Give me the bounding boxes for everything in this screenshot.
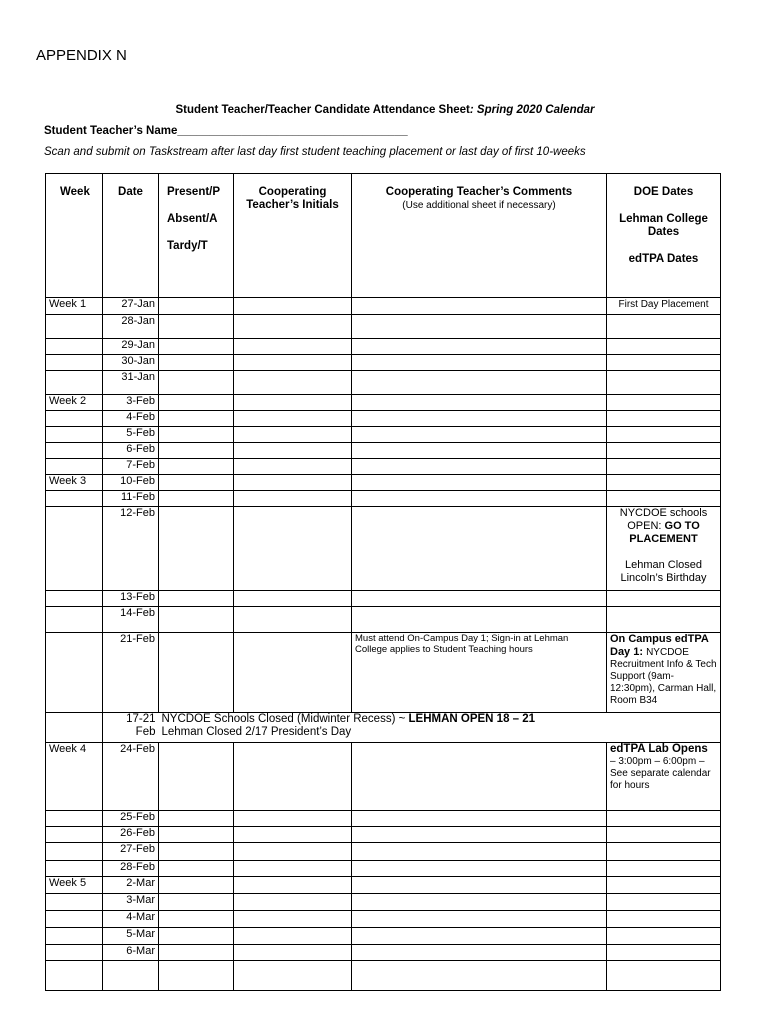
comments-cell[interactable] [352, 411, 607, 427]
week-cell [46, 443, 103, 459]
initials-cell[interactable] [234, 811, 352, 827]
table-row [46, 827, 721, 843]
week-cell [46, 339, 103, 355]
week-cell [46, 607, 103, 633]
date-cell: 5-Mar [103, 928, 159, 945]
table-row [46, 355, 721, 371]
initials-cell[interactable] [234, 591, 352, 607]
comments-cell[interactable] [352, 339, 607, 355]
doe-cell [607, 475, 721, 491]
date-cell: 5-Feb [103, 427, 159, 443]
week-cell [46, 894, 103, 911]
date-cell: 13-Feb [103, 591, 159, 607]
doe-cell [607, 633, 721, 713]
comments-cell[interactable] [352, 928, 607, 945]
comments-cell[interactable] [352, 894, 607, 911]
attendance-cell[interactable] [159, 315, 234, 339]
date-cell: 14-Feb [103, 607, 159, 633]
initials-cell[interactable] [234, 427, 352, 443]
week-cell [46, 591, 103, 607]
attendance-cell[interactable] [159, 633, 234, 713]
table-row [46, 743, 721, 811]
doe-cell [607, 928, 721, 945]
table-row [46, 475, 721, 491]
name-label: Student Teacher’s Name [44, 125, 178, 137]
attendance-cell[interactable] [159, 961, 234, 991]
comments-cell[interactable] [352, 395, 607, 411]
doe-cell [607, 339, 721, 355]
attendance-cell[interactable] [159, 427, 234, 443]
week-cell [46, 945, 103, 961]
initials-cell[interactable] [234, 355, 352, 371]
attendance-cell[interactable] [159, 475, 234, 491]
doe-note: NYCDOE Recruitment Info & Tech Support (9am-12:30pm), Carman Hall, Room B34 [610, 647, 717, 706]
table-row [46, 507, 721, 591]
date-cell: 31-Jan [103, 371, 159, 395]
date-cell: 26-Feb [103, 827, 159, 843]
comments-cell[interactable] [352, 945, 607, 961]
date-cell: 25-Feb [103, 811, 159, 827]
table-row [46, 713, 721, 743]
comments-cell[interactable] [352, 877, 607, 894]
initials-cell[interactable] [234, 395, 352, 411]
week-cell [46, 961, 103, 991]
recess-text-2: Lehman Closed 2/17 President’s Day [161, 726, 352, 738]
col-absent-a: Absent/A [167, 213, 218, 225]
date-cell: 27-Jan [103, 298, 159, 315]
week-cell [46, 633, 103, 713]
doe-cell [607, 507, 721, 591]
doe-cell [607, 607, 721, 633]
initials-cell[interactable] [234, 928, 352, 945]
attendance-cell[interactable] [159, 591, 234, 607]
table-row [46, 395, 721, 411]
initials-cell[interactable] [234, 945, 352, 961]
initials-cell[interactable] [234, 843, 352, 861]
table-row [46, 371, 721, 395]
table-row [46, 843, 721, 861]
attendance-cell[interactable] [159, 843, 234, 861]
initials-cell[interactable] [234, 911, 352, 928]
date-cell: 2-Mar [103, 877, 159, 894]
col-present-p: Present/P [167, 186, 221, 198]
attendance-cell[interactable] [159, 827, 234, 843]
doe-cell [607, 427, 721, 443]
attendance-cell[interactable] [159, 491, 234, 507]
table-row [46, 591, 721, 607]
appendix-label: APPENDIX N [36, 47, 127, 64]
initials-cell[interactable] [234, 961, 352, 991]
col-date: Date [103, 174, 159, 298]
date-cell: 4-Mar [103, 911, 159, 928]
doe-cell [607, 961, 721, 991]
col-week: Week [46, 174, 103, 298]
attendance-cell[interactable] [159, 507, 234, 591]
comments-cell[interactable] [352, 443, 607, 459]
comments-cell[interactable] [352, 371, 607, 395]
sheet-title [0, 104, 770, 116]
doe-cell [607, 411, 721, 427]
table-row [46, 607, 721, 633]
table-row [46, 427, 721, 443]
doe-cell [607, 877, 721, 894]
attendance-cell[interactable] [159, 945, 234, 961]
attendance-cell[interactable] [159, 298, 234, 315]
comments-cell[interactable] [352, 355, 607, 371]
doe-note: – 3:00pm – 6:00pm – See separate calendar for hours [610, 756, 711, 791]
doe-cell [607, 861, 721, 877]
table-row [46, 911, 721, 928]
col-doe [607, 174, 721, 298]
comments-cell[interactable] [352, 475, 607, 491]
week-cell: Week 5 [46, 877, 103, 894]
week-cell [46, 928, 103, 945]
attendance-table [45, 173, 721, 991]
date-cell: 27-Feb [103, 843, 159, 861]
initials-cell[interactable] [234, 861, 352, 877]
col-comments [352, 174, 607, 298]
doe-cell [607, 591, 721, 607]
initials-cell[interactable] [234, 894, 352, 911]
date-cell: 10-Feb [103, 475, 159, 491]
initials-cell[interactable] [234, 491, 352, 507]
student-name-field[interactable] [44, 125, 408, 137]
attendance-cell[interactable] [159, 911, 234, 928]
table-header-row [46, 174, 721, 298]
comments-cell[interactable] [352, 843, 607, 861]
comments-cell[interactable] [352, 743, 607, 811]
title-main: Student Teacher/Teacher Candidate Attendance Sheet [175, 104, 470, 116]
week-cell [46, 315, 103, 339]
comments-cell[interactable] [352, 827, 607, 843]
week-cell [46, 491, 103, 507]
week-cell [46, 355, 103, 371]
table-row [46, 411, 721, 427]
date-cell: 29-Jan [103, 339, 159, 355]
initials-cell[interactable] [234, 315, 352, 339]
col-doe-1: DOE Dates [633, 186, 694, 198]
doe-note-bold: On Campus edTPA Day 1: [610, 633, 709, 658]
title-italic: : Spring 2020 Calendar [469, 104, 595, 116]
name-line: ____________________________________ [177, 125, 408, 137]
comments-cell[interactable] [352, 607, 607, 633]
col-doe-2: Lehman College Dates [619, 213, 708, 238]
doe-note-bold: GO TO PLACEMENT [629, 520, 700, 545]
initials-cell[interactable] [234, 633, 352, 713]
col-tardy-t: Tardy/T [167, 240, 208, 252]
week-cell [46, 713, 103, 743]
date-cell: 7-Feb [103, 459, 159, 475]
week-cell [46, 459, 103, 475]
week-cell: Week 1 [46, 298, 103, 315]
col-present [159, 174, 234, 298]
table-row [46, 928, 721, 945]
doe-cell: First Day Placement [607, 298, 721, 315]
initials-cell[interactable] [234, 475, 352, 491]
recess-text-bold: LEHMAN OPEN 18 – 21 [408, 713, 536, 725]
initials-cell[interactable] [234, 339, 352, 355]
table-row [46, 877, 721, 894]
date-cell: 11-Feb [103, 491, 159, 507]
attendance-cell[interactable] [159, 395, 234, 411]
date-cell: 28-Jan [103, 315, 159, 339]
table-row [46, 315, 721, 339]
date-cell [103, 961, 159, 991]
doe-cell [607, 843, 721, 861]
week-cell [46, 911, 103, 928]
initials-cell[interactable] [234, 298, 352, 315]
initials-cell[interactable] [234, 507, 352, 591]
comments-cell[interactable] [352, 427, 607, 443]
attendance-cell[interactable] [159, 928, 234, 945]
table-row [46, 339, 721, 355]
date-cell: 30-Jan [103, 355, 159, 371]
doe-cell [607, 315, 721, 339]
attendance-cell[interactable] [159, 371, 234, 395]
doe-note-bold: edTPA Lab Opens [610, 743, 708, 755]
comments-cell[interactable] [352, 507, 607, 591]
doe-note: NYCDOE schools OPEN: [619, 507, 708, 532]
doe-cell [607, 811, 721, 827]
week-cell: Week 3 [46, 475, 103, 491]
date-cell: 17-21 Feb [103, 713, 159, 743]
week-cell: Week 2 [46, 395, 103, 411]
attendance-cell[interactable] [159, 894, 234, 911]
date-cell: 21-Feb [103, 633, 159, 713]
attendance-cell[interactable] [159, 607, 234, 633]
week-cell [46, 371, 103, 395]
date-cell: 6-Feb [103, 443, 159, 459]
comments-cell[interactable] [352, 961, 607, 991]
table-row [46, 491, 721, 507]
initials-cell[interactable] [234, 411, 352, 427]
date-cell: 6-Mar [103, 945, 159, 961]
initials-cell[interactable] [234, 743, 352, 811]
date-cell: 4-Feb [103, 411, 159, 427]
comments-cell[interactable] [352, 298, 607, 315]
attendance-cell[interactable] [159, 411, 234, 427]
week-cell [46, 811, 103, 827]
attendance-cell[interactable] [159, 877, 234, 894]
doe-cell [607, 743, 721, 811]
attendance-cell[interactable] [159, 355, 234, 371]
comments-cell[interactable] [352, 861, 607, 877]
date-cell: 3-Feb [103, 395, 159, 411]
attendance-cell[interactable] [159, 339, 234, 355]
week-cell [46, 861, 103, 877]
date-cell: 28-Feb [103, 861, 159, 877]
table-row [46, 961, 721, 991]
comments-cell[interactable] [352, 315, 607, 339]
week-cell [46, 843, 103, 861]
comments-cell[interactable] [352, 911, 607, 928]
initials-cell[interactable] [234, 459, 352, 475]
table-row [46, 459, 721, 475]
table-row [46, 945, 721, 961]
date-cell: 24-Feb [103, 743, 159, 811]
col-doe-3: edTPA Dates [628, 253, 699, 265]
comments-cell[interactable] [352, 591, 607, 607]
week-cell [46, 507, 103, 591]
week-cell: Week 4 [46, 743, 103, 811]
table-row [46, 443, 721, 459]
doe-cell [607, 894, 721, 911]
attendance-cell[interactable] [159, 861, 234, 877]
doe-cell [607, 827, 721, 843]
comments-cell[interactable] [352, 811, 607, 827]
attendance-cell[interactable] [159, 443, 234, 459]
doe-note-2: Lehman Closed Lincoln’s Birthday [620, 559, 707, 584]
comments-cell[interactable]: Must attend On-Campus Day 1; Sign-in at Lehman College applies to Student Teaching hours [352, 633, 607, 713]
initials-cell[interactable] [234, 827, 352, 843]
table-row [46, 298, 721, 315]
table-row [46, 861, 721, 877]
table-row [46, 811, 721, 827]
table-row [46, 894, 721, 911]
initials-cell[interactable] [234, 371, 352, 395]
doe-cell [607, 355, 721, 371]
attendance-cell[interactable] [159, 811, 234, 827]
doe-cell [607, 459, 721, 475]
date-cell: 3-Mar [103, 894, 159, 911]
instructions: Scan and submit on Taskstream after last day first student teaching placement or last day of first 10-weeks [44, 146, 586, 158]
comments-cell[interactable] [352, 459, 607, 475]
doe-cell [607, 371, 721, 395]
attendance-cell[interactable] [159, 743, 234, 811]
attendance-cell[interactable] [159, 459, 234, 475]
initials-cell[interactable] [234, 877, 352, 894]
recess-text: NYCDOE Schools Closed (Midwinter Recess) ~ [161, 713, 409, 725]
col-comments-label: Cooperating Teacher’s Comments [385, 186, 573, 198]
week-cell [46, 427, 103, 443]
date-cell: 12-Feb [103, 507, 159, 591]
doe-cell [607, 395, 721, 411]
week-cell [46, 827, 103, 843]
comments-cell[interactable] [352, 491, 607, 507]
doe-cell [607, 491, 721, 507]
initials-cell[interactable] [234, 607, 352, 633]
doe-cell [607, 945, 721, 961]
doe-cell [607, 911, 721, 928]
col-comments-sub: (Use additional sheet if necessary) [402, 200, 556, 211]
table-row [46, 633, 721, 713]
col-initials: Cooperating Teacher’s Initials [234, 174, 352, 298]
recess-note [159, 713, 721, 743]
doe-cell [607, 443, 721, 459]
week-cell [46, 411, 103, 427]
initials-cell[interactable] [234, 443, 352, 459]
